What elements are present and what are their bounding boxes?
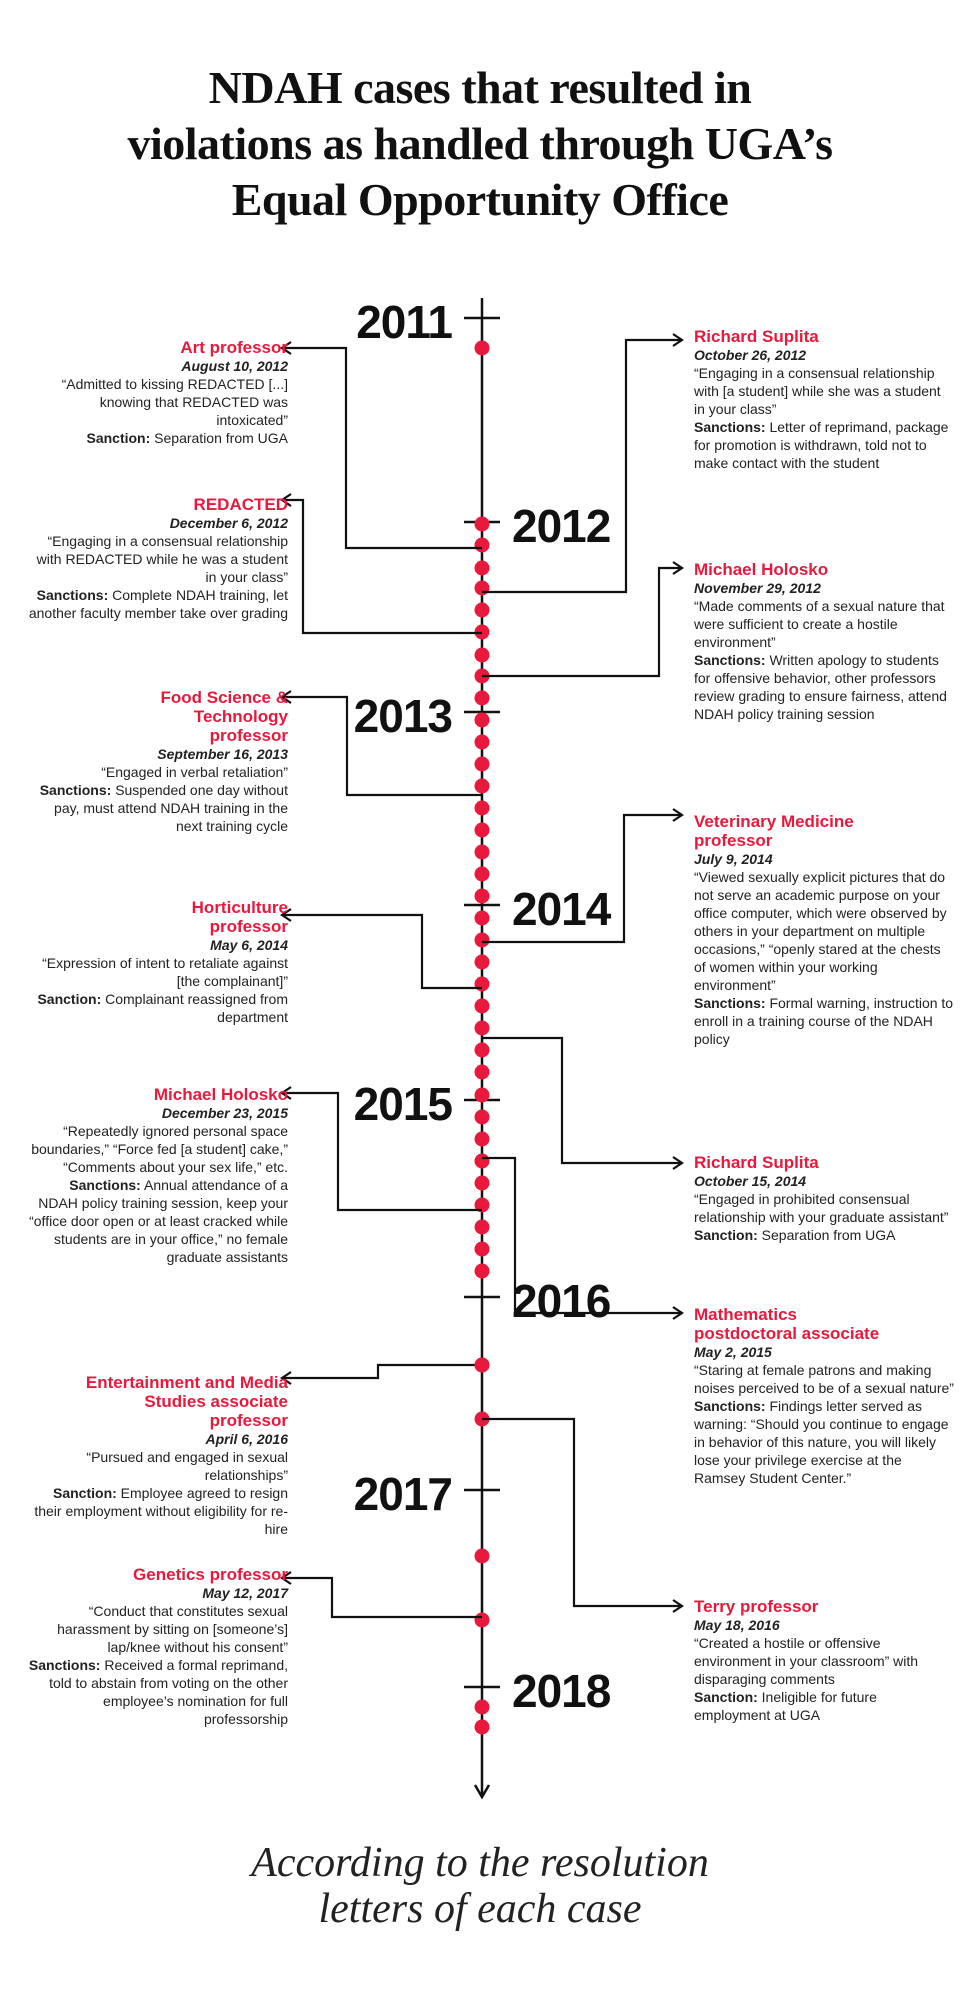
- case-date: December 6, 2012: [169, 515, 288, 531]
- connector-left: [282, 1365, 482, 1378]
- case-quote: “Viewed sexually explicit pictures that do not serve an academic purpose on your office computer, which were observed by others in your department on multiple occasions,” “openly stared at the chests of women within your working environment”: [694, 869, 947, 993]
- timeline-dot: [475, 1220, 490, 1235]
- footer-line: letters of each case: [318, 1886, 642, 1932]
- case-quote: “Expression of intent to retaliate against [the complainant]”: [42, 955, 288, 989]
- case-card-mathematics: [694, 1305, 954, 1487]
- timeline-dot: [475, 933, 490, 948]
- case-quote: “Conduct that constitutes sexual harassment by sitting on [someone’s] lap/knee without his consent”: [57, 1603, 288, 1655]
- case-sanction: Sanctions: Findings letter served as warning: “Should you continue to engage in behavior of this nature, you will likely lose your privilege exercise at the Ramsey Student Center.”: [694, 1398, 949, 1486]
- case-sanction: Sanction: Separation from UGA: [694, 1227, 896, 1243]
- case-quote: “Staring at female patrons and making noises perceived to be of a sexual nature”: [694, 1362, 954, 1396]
- case-subject: Richard Suplita: [694, 327, 819, 346]
- case-date: May 2, 2015: [694, 1344, 772, 1360]
- year-label: 2018: [512, 1665, 611, 1717]
- connector-left: [282, 1578, 482, 1617]
- connector-left: [282, 915, 482, 988]
- case-sanction: Sanction: Employee agreed to resign their employment without eligibility for re-hire: [34, 1485, 288, 1537]
- case-quote: “Engaging in a consensual relationship with [a student] while she was a student in your class”: [694, 365, 941, 417]
- year-label: 2017: [353, 1468, 452, 1520]
- case-date: May 18, 2016: [694, 1617, 780, 1633]
- case-card-terry: [694, 1597, 954, 1724]
- case-card-holosko-2012: [694, 560, 954, 723]
- case-sanction: Sanctions: Complete NDAH training, let another faculty member take over grading: [28, 587, 288, 621]
- timeline-dot: [475, 1700, 490, 1715]
- case-date: October 15, 2014: [694, 1173, 807, 1189]
- timeline-dot: [475, 823, 490, 838]
- footer-line: According to the resolution: [251, 1840, 709, 1886]
- case-date: August 10, 2012: [181, 358, 288, 374]
- case-date: July 9, 2014: [694, 851, 773, 867]
- case-card-suplita-2012: [694, 327, 954, 472]
- connector-right: [482, 1038, 682, 1163]
- timeline-dot: [475, 889, 490, 904]
- timeline-dot: [475, 1264, 490, 1279]
- timeline-dot: [475, 581, 490, 596]
- case-date: October 26, 2012: [694, 347, 807, 363]
- timeline-dot: [475, 1088, 490, 1103]
- timeline-dot: [475, 999, 490, 1014]
- case-card-genetics: [28, 1565, 288, 1728]
- case-sanction: Sanction: Ineligible for future employment at UGA: [694, 1689, 877, 1723]
- timeline-dot: [475, 911, 490, 926]
- timeline-dot: [475, 648, 490, 663]
- case-quote: “Made comments of a sexual nature that were sufficient to create a hostile environment”: [694, 598, 945, 650]
- timeline-dot: [475, 779, 490, 794]
- connector-right: [482, 568, 682, 676]
- case-subject: Veterinary Medicine professor: [694, 812, 854, 850]
- case-sanction: Sanction: Complainant reassigned from department: [37, 991, 288, 1025]
- case-date: April 6, 2016: [205, 1431, 288, 1447]
- case-subject: Richard Suplita: [694, 1153, 819, 1172]
- case-card-food-science: [28, 688, 288, 835]
- title-line: Equal Opportunity Office: [231, 174, 729, 225]
- case-quote: “Pursued and engaged in sexual relationships”: [86, 1449, 288, 1483]
- case-date: November 29, 2012: [694, 580, 821, 596]
- case-quote: “Engaging in a consensual relationship with REDACTED while he was a student in your class”: [36, 533, 288, 585]
- case-subject: Art professor: [180, 338, 288, 357]
- case-date: September 16, 2013: [157, 746, 288, 762]
- timeline-dot: [475, 1549, 490, 1564]
- case-subject: Michael Holosko: [153, 1085, 288, 1104]
- case-sanction: Sanctions: Received a formal reprimand, told to abstain from voting on the other employee’s nomination for full professorship: [28, 1657, 288, 1727]
- case-subject: Entertainment and Media Studies associate professor: [85, 1373, 288, 1430]
- case-quote: “Repeatedly ignored personal space boundaries,” “Force fed [a student] cake,” “Comments about your sex life,” etc.: [31, 1123, 288, 1175]
- timeline-dot: [475, 1176, 490, 1191]
- footer-note: [0, 1840, 960, 1932]
- year-label: 2016: [512, 1275, 611, 1327]
- timeline-dot: [475, 1021, 490, 1036]
- case-subject: Food Science & Technology professor: [160, 688, 288, 745]
- case-date: May 12, 2017: [202, 1585, 288, 1601]
- connector-left: [282, 348, 482, 548]
- timeline-dot: [475, 603, 490, 618]
- case-quote: “Admitted to kissing REDACTED [...] knowing that REDACTED was intoxicated”: [61, 376, 288, 428]
- case-card-suplita-2014: [694, 1153, 954, 1244]
- case-subject: Genetics professor: [133, 1565, 288, 1584]
- year-label: 2015: [353, 1078, 452, 1130]
- case-subject: Mathematics postdoctoral associate: [694, 1305, 880, 1343]
- case-subject: Michael Holosko: [694, 560, 829, 579]
- timeline-dot: [475, 977, 490, 992]
- case-subject: Horticulture professor: [191, 898, 288, 936]
- case-card-art-professor: [28, 338, 288, 447]
- year-label: 2013: [353, 690, 452, 742]
- case-card-horticulture: [28, 898, 288, 1026]
- title-line: violations as handled through UGA’s: [127, 118, 833, 169]
- timeline-dot: [475, 757, 490, 772]
- case-card-entertainment-media: [28, 1373, 288, 1538]
- connector-right: [482, 1419, 682, 1606]
- timeline-dot: [475, 845, 490, 860]
- case-sanction: Sanctions: Letter of reprimand, package for promotion is withdrawn, told not to make contact with the student: [694, 419, 949, 471]
- timeline-dot: [475, 691, 490, 706]
- case-subject: REDACTED: [193, 495, 288, 514]
- timeline-dot: [475, 1132, 490, 1147]
- timeline-dot: [475, 341, 490, 356]
- year-label: 2011: [356, 296, 452, 348]
- timeline-dot: [475, 955, 490, 970]
- case-date: December 23, 2015: [161, 1105, 288, 1121]
- connector-left: [282, 500, 482, 633]
- timeline-dot: [475, 517, 490, 532]
- timeline-dot: [475, 1065, 490, 1080]
- case-sanction: Sanctions: Suspended one day without pay, must attend NDAH training in the next training cycle: [39, 782, 288, 834]
- case-sanction: Sanctions: Formal warning, instruction to enroll in a training course of the NDAH policy: [694, 995, 954, 1047]
- timeline-dot: [475, 1613, 490, 1628]
- timeline-dot: [475, 1043, 490, 1058]
- timeline-dot: [475, 1720, 490, 1735]
- timeline-dot: [475, 735, 490, 750]
- connector-right: [482, 340, 682, 592]
- timeline-dot: [475, 713, 490, 728]
- case-quote: “Engaged in prohibited consensual relationship with your graduate assistant”: [694, 1191, 949, 1225]
- year-label: 2012: [512, 500, 611, 552]
- case-quote: “Engaged in verbal retaliation”: [101, 764, 288, 780]
- case-card-veterinary: [694, 812, 954, 1048]
- timeline-dot: [475, 1110, 490, 1125]
- case-quote: “Created a hostile or offensive environment in your classroom” with disparaging comments: [694, 1635, 919, 1687]
- timeline-dot: [475, 1242, 490, 1257]
- timeline-dot: [475, 1358, 490, 1373]
- case-sanction: Sanctions: Written apology to students for offensive behavior, other professors review grading to ensure fairness, attend NDAH policy training session: [694, 652, 947, 722]
- timeline-dot: [475, 801, 490, 816]
- case-sanction: Sanction: Separation from UGA: [86, 430, 288, 446]
- timeline-dot: [475, 1154, 490, 1169]
- year-label: 2014: [512, 883, 611, 935]
- case-card-redacted: [28, 495, 288, 622]
- case-subject: Terry professor: [694, 1597, 819, 1616]
- timeline-dot: [475, 867, 490, 882]
- case-date: May 6, 2014: [210, 937, 288, 953]
- case-card-holosko-2015: [28, 1085, 288, 1266]
- timeline-dot: [475, 561, 490, 576]
- title-line: NDAH cases that resulted in: [208, 62, 752, 113]
- timeline-dot: [475, 538, 490, 553]
- case-sanction: Sanctions: Annual attendance of a NDAH policy training session, keep your “office door open or at least cracked while students are in your office,” no female graduate assistants: [29, 1177, 288, 1265]
